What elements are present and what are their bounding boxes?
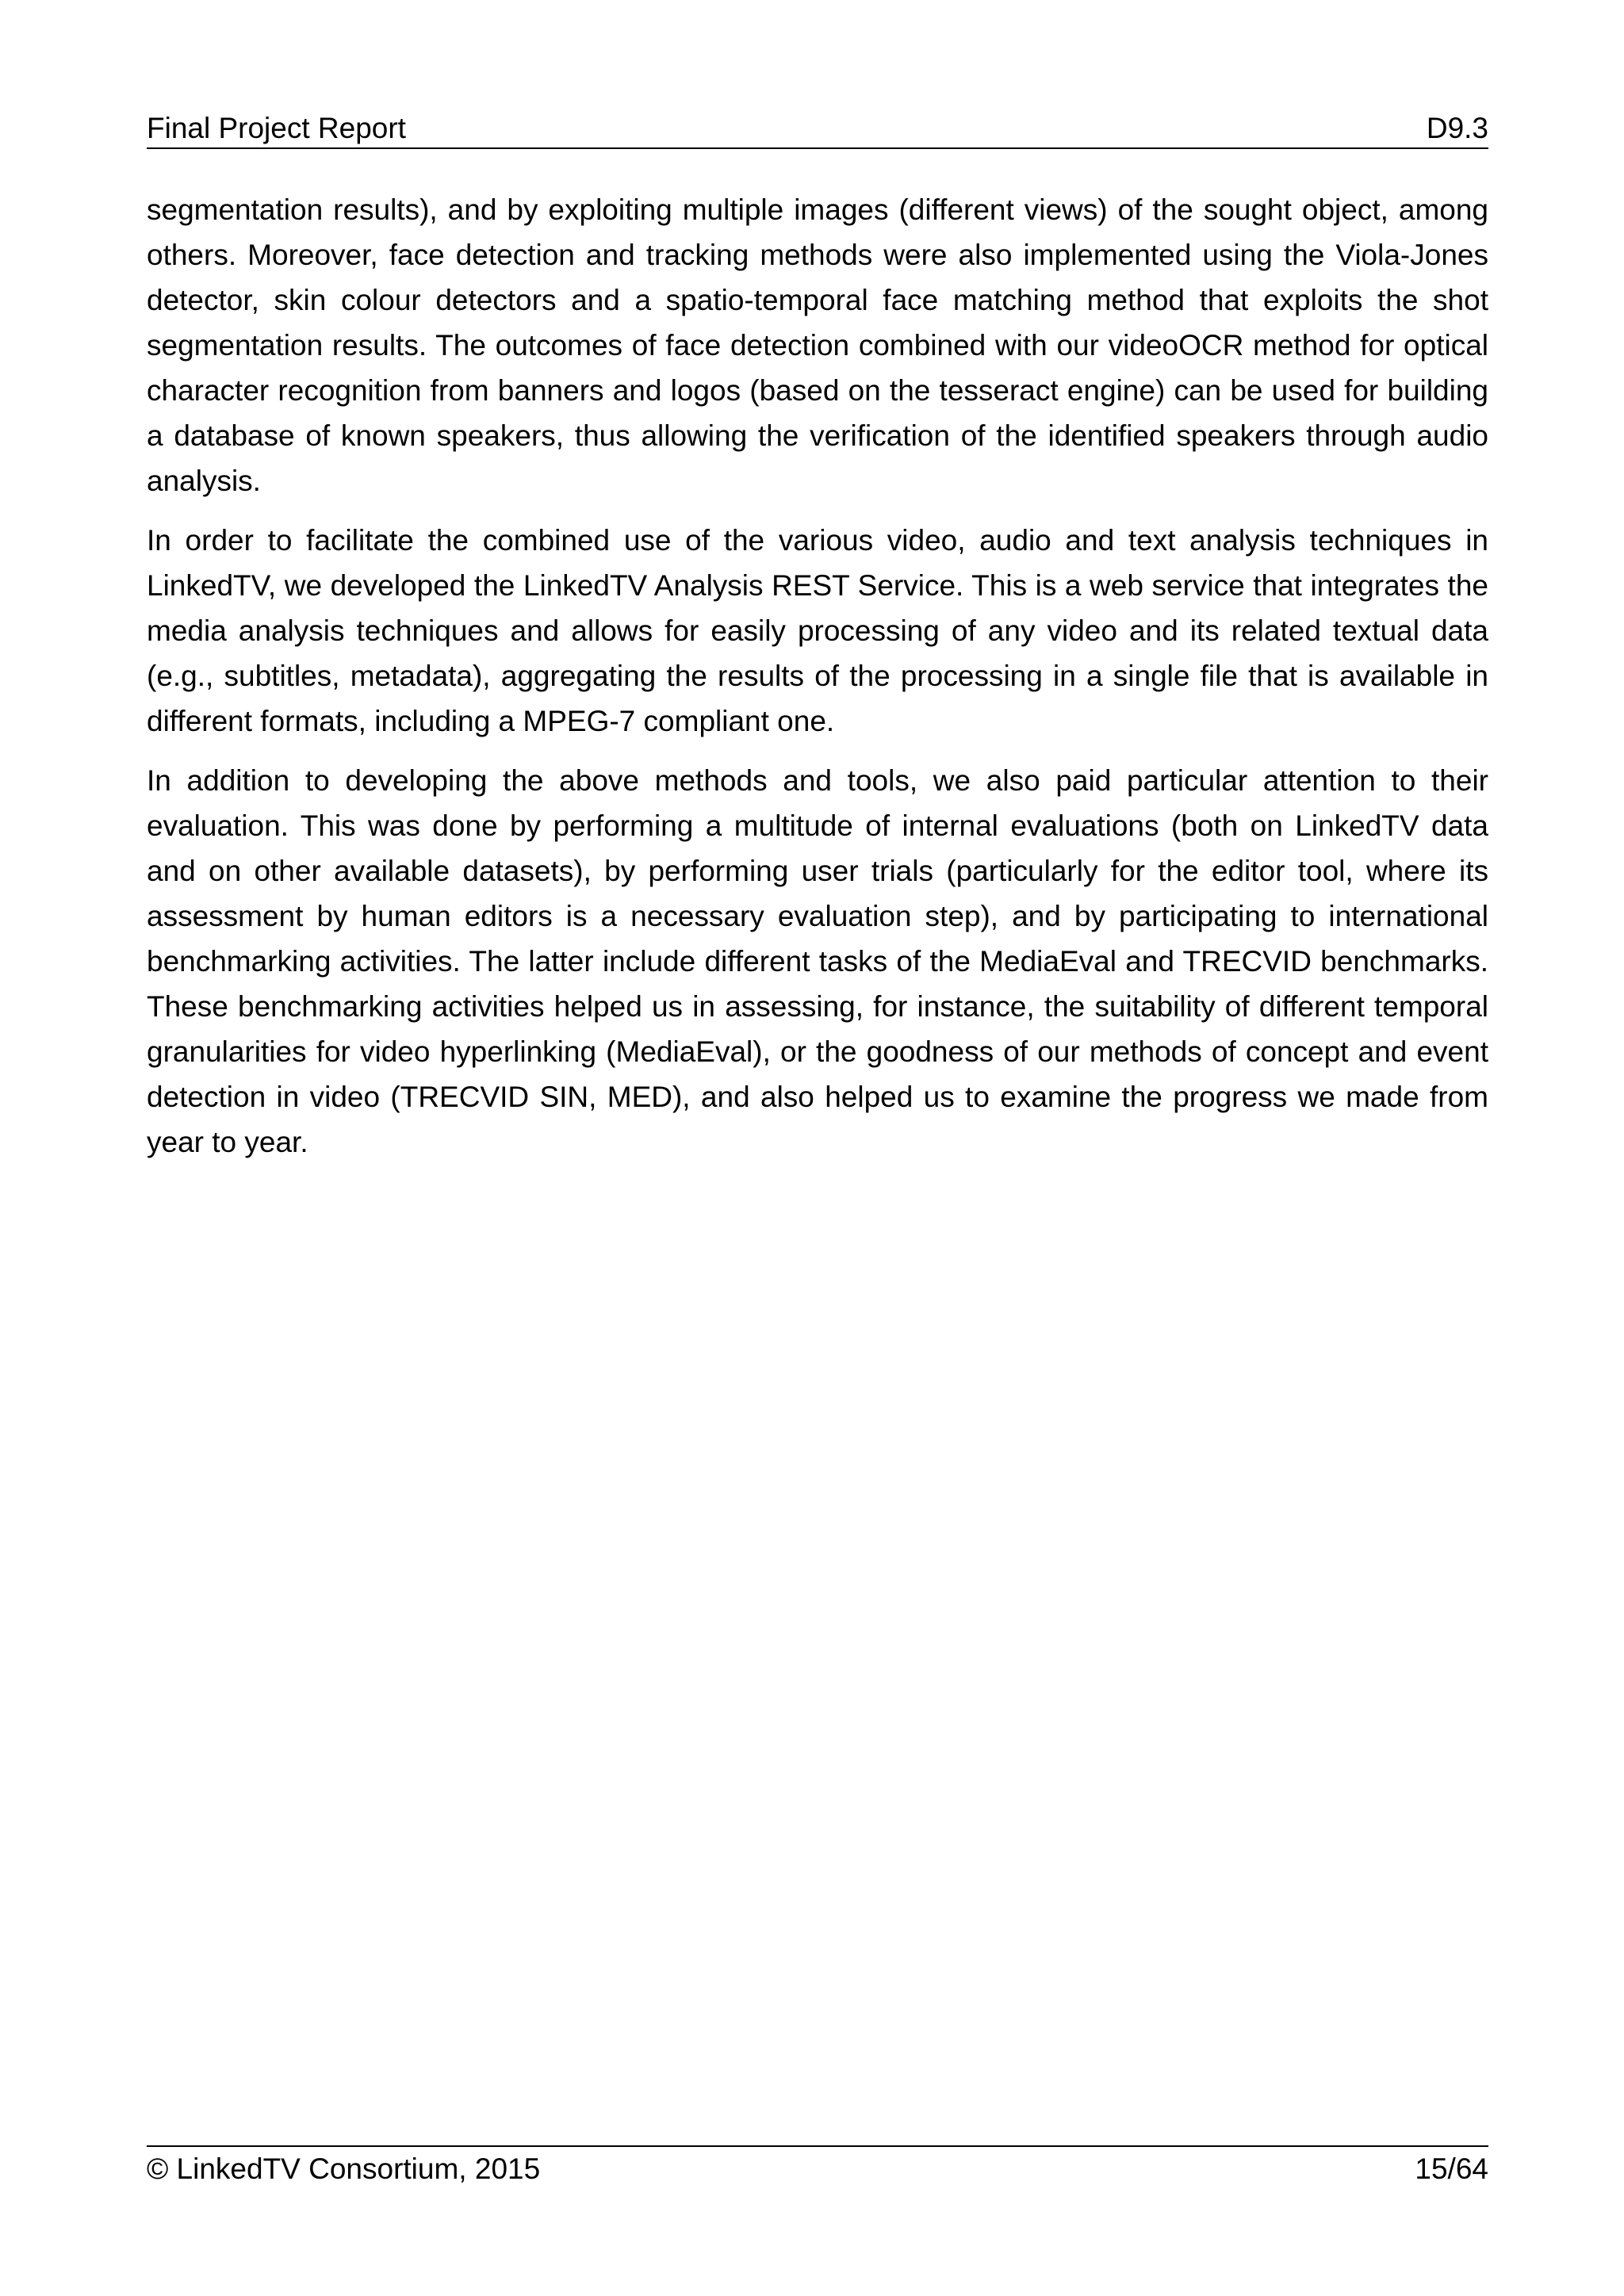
- page-body: [147, 187, 1488, 1179]
- footer-copyright: © LinkedTV Consortium, 2015: [147, 2152, 541, 2185]
- body-paragraph: segmentation results), and by exploiting multiple images (different views) of the sought object, among others. Moreover, face detection and tracking methods were also implemented using the Viola-Jones detector, skin colour detectors and a spatio-temporal face matching method that exploits the shot segmentation results. The outcomes of face detection combined with our videoOCR method for optical character recognition from banners and logos (based on the tesseract engine) can be used for building a database of known speakers, thus allowing the verification of the identified speakers through audio analysis.: [147, 193, 1488, 497]
- page-header: [147, 111, 1488, 149]
- body-paragraph: In order to facilitate the combined use of the various video, audio and text analysis techniques in LinkedTV, we developed the LinkedTV Analysis REST Service. This is a web service that integrates the media analysis techniques and allows for easily processing of any video and its related textual data (e.g., subtitles, metadata), aggregating the results of the processing in a single file that is available in different formats, including a MPEG-7 compliant one.: [147, 524, 1488, 737]
- header-doc-id: D9.3: [1426, 112, 1488, 144]
- footer-page-number: 15/64: [1415, 2152, 1488, 2185]
- page-footer: [147, 2145, 1488, 2187]
- header-title: Final Project Report: [147, 112, 406, 144]
- body-paragraph: In addition to developing the above methods and tools, we also paid particular attention to their evaluation. This was done by performing a multitude of internal evaluations (both on LinkedTV data and on other available datasets), by performing user trials (particularly for the editor tool, where its assessment by human editors is a necessary evaluation step), and by participating to international benchmarking activities. The latter include different tasks of the MediaEval and TRECVID benchmarks. These benchmarking activities helped us in assessing, for instance, the suitability of different temporal granularities for video hyperlinking (MediaEval), or the goodness of our methods of concept and event detection in video (TRECVID SIN, MED), and also helped us to examine the progress we made from year to year.: [147, 764, 1488, 1158]
